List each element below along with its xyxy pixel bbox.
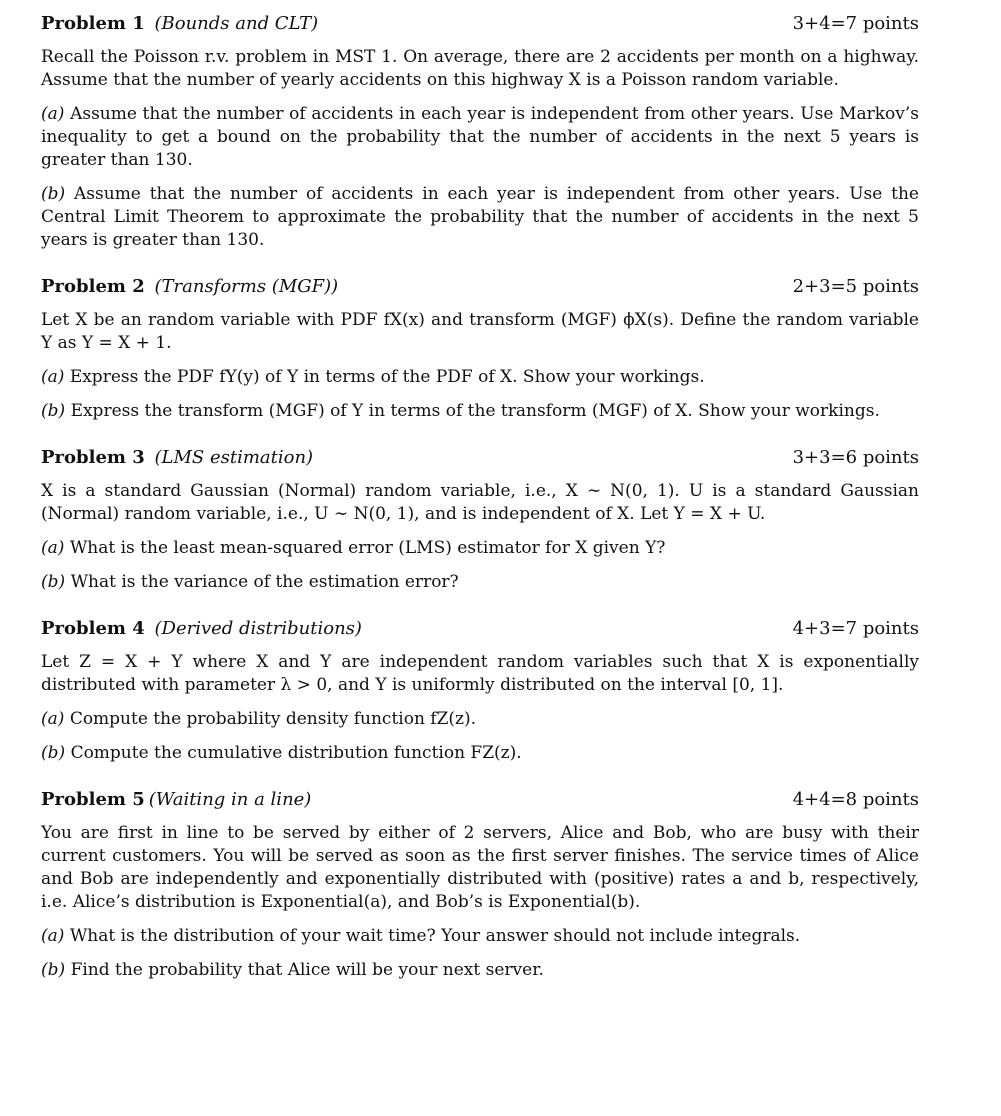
problem-title xyxy=(41,617,362,641)
problem-title xyxy=(41,275,338,299)
part-label: (b) xyxy=(41,401,66,421)
problem-topic: (Bounds and CLT) xyxy=(154,13,319,34)
problem-number: Problem 1 xyxy=(41,13,145,34)
problem-part-b xyxy=(41,571,919,594)
part-text: Compute the probability density function fZ(z). xyxy=(69,709,477,729)
part-text: Compute the cumulative distribution function FZ(z). xyxy=(70,743,522,763)
problem-points: 4+4=8 points xyxy=(792,789,919,810)
problem-part-a xyxy=(41,925,919,948)
problem-number: Problem 3 xyxy=(41,447,145,468)
problem-intro: You are first in line to be served by either of 2 servers, Alice and Bob, who are busy with their current customers. You will be served as soon as the first server finishes. The service times of Alice and Bob are independently and exponentially distributed with (positive) rates a and b, respectively, i.e. Alice’s distribution is Exponential(a), and Bob’s is Exponential(b). xyxy=(41,823,919,912)
problem-topic: (Transforms (MGF)) xyxy=(154,276,339,297)
part-label: (a) xyxy=(41,367,65,387)
part-label: (b) xyxy=(41,960,66,980)
problem-intro: X is a standard Gaussian (Normal) random variable, i.e., X ∼ N(0, 1). U is a standard Gaussian (Normal) random variable, i.e., U ∼ N(0, 1), and is independent of X. Let Y = X + U. xyxy=(41,481,919,524)
problem-part-a xyxy=(41,103,919,172)
problem-part-b xyxy=(41,183,919,252)
part-label: (b) xyxy=(41,184,66,204)
part-text: Assume that the number of accidents in each year is independent from other years. Use the Central Limit Theorem to approximate the probability that the number of accidents in the next 5 years is greater than 130. xyxy=(41,184,919,250)
part-label: (a) xyxy=(41,538,65,558)
problem-5 xyxy=(41,788,919,982)
problem-1 xyxy=(41,12,919,252)
problem-part-b xyxy=(41,400,919,423)
part-label: (a) xyxy=(41,104,65,124)
problem-4 xyxy=(41,617,919,765)
problem-part-a xyxy=(41,708,919,731)
problem-header xyxy=(41,788,919,812)
problem-part-a xyxy=(41,537,919,560)
part-label: (b) xyxy=(41,743,66,763)
part-text: What is the variance of the estimation error? xyxy=(70,572,459,592)
problem-intro: Recall the Poisson r.v. problem in MST 1. On average, there are 2 accidents per month on a highway. Assume that the number of yearly accidents on this highway X is a Poisson random variable. xyxy=(41,47,919,90)
problem-intro: Let X be an random variable with PDF fX(x) and transform (MGF) ϕX(s). Define the random variable Y as Y = X + 1. xyxy=(41,310,919,353)
problem-topic: (Derived distributions) xyxy=(154,618,362,639)
part-text: Assume that the number of accidents in each year is independent from other years. Use Markov’s inequality to get a bound on the probability that the number of accidents in the next 5 years is greater than 130. xyxy=(41,104,920,170)
problem-number: Problem 5 xyxy=(41,789,145,810)
problem-points: 2+3=5 points xyxy=(792,276,919,297)
problem-points: 3+4=7 points xyxy=(792,13,919,34)
part-text: Express the transform (MGF) of Y in terms of the transform (MGF) of X. Show your workings. xyxy=(70,401,880,421)
part-text: What is the least mean-squared error (LMS) estimator for X given Y? xyxy=(69,538,666,558)
part-text: Find the probability that Alice will be your next server. xyxy=(70,960,544,980)
problem-header xyxy=(41,12,919,36)
part-label: (a) xyxy=(41,926,65,946)
problem-points: 3+3=6 points xyxy=(792,447,919,468)
part-label: (b) xyxy=(41,572,66,592)
problem-number: Problem 4 xyxy=(41,618,145,639)
problem-title xyxy=(41,12,318,36)
problem-part-b xyxy=(41,742,919,765)
part-label: (a) xyxy=(41,709,65,729)
problem-title xyxy=(41,446,313,470)
problem-title xyxy=(41,788,311,812)
problem-header xyxy=(41,446,919,470)
problem-header xyxy=(41,275,919,299)
part-text: What is the distribution of your wait time? Your answer should not include integrals. xyxy=(69,926,801,946)
problem-topic: (Waiting in a line) xyxy=(148,789,312,810)
problem-3 xyxy=(41,446,919,594)
problem-topic: (LMS estimation) xyxy=(154,447,314,468)
problem-points: 4+3=7 points xyxy=(792,618,919,639)
problem-2 xyxy=(41,275,919,423)
part-text: Express the PDF fY(y) of Y in terms of the PDF of X. Show your workings. xyxy=(69,367,705,387)
problem-part-b xyxy=(41,959,919,982)
problem-part-a xyxy=(41,366,919,389)
problem-number: Problem 2 xyxy=(41,276,145,297)
problem-header xyxy=(41,617,919,641)
problem-intro: Let Z = X + Y where X and Y are independent random variables such that X is exponentially distributed with parameter λ > 0, and Y is uniformly distributed on the interval [0, 1]. xyxy=(41,652,919,695)
